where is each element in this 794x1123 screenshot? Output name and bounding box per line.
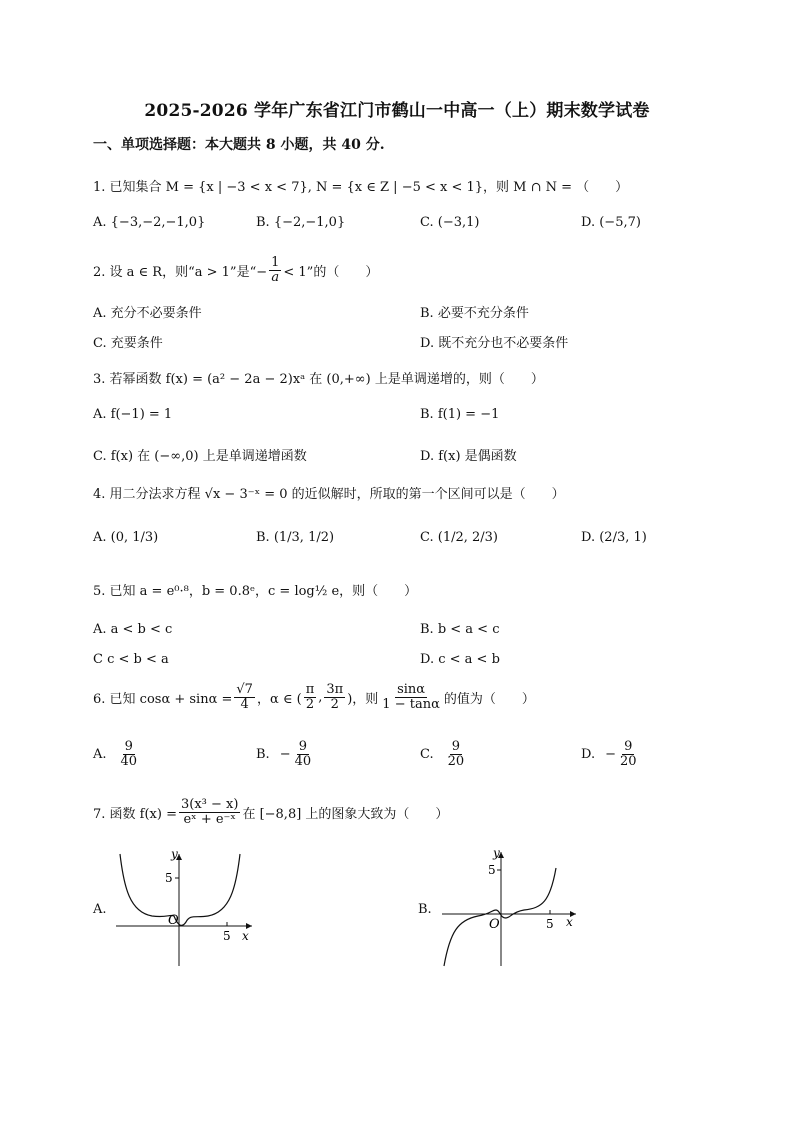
q7-frac-num: 3(x³ − x): [180, 797, 239, 812]
question-1-stem: 1. 已知集合 M = {x | −3 < x < 7}, N = {x ∈ Z | −5 < x < 1}，则 M ∩ N = （ ）: [93, 180, 629, 195]
q4-option-a: A. (0, 1/3): [93, 530, 159, 545]
q6-frac4-num: sinα: [397, 682, 426, 697]
q2-frac-den: a: [271, 270, 280, 286]
q7-graph-b: [438, 848, 588, 970]
graph-b-y-tick-label: 5: [488, 863, 496, 877]
q1-option-b: B. {−2,−1,0}: [256, 215, 346, 230]
q3-option-b: B. f(1) = −1: [420, 407, 500, 422]
graph-a-y-tick-label: 5: [165, 871, 173, 885]
q5-option-c: C c < b < a: [93, 652, 169, 667]
q6-frac2-den: 2: [305, 697, 315, 713]
q6-stem-mid1: ，α ∈ (: [256, 692, 302, 708]
q5-option-d: D. c < a < b: [420, 652, 500, 667]
q1-option-c: C. (−3,1): [420, 215, 480, 230]
q7-graph-a: [112, 848, 262, 970]
q6-option-b: B. − $\frac{9}{40}$: [256, 739, 312, 770]
graph-a-x-tick-label: 5: [223, 929, 231, 943]
q6-opt-b-fraction: $\frac{9}{40}$: [294, 739, 312, 770]
q2-option-d: D. 既不充分也不必要条件: [420, 336, 569, 351]
q7-option-b-label: B.: [418, 902, 432, 917]
q6-stem-prefix: 6. 已知 cosα + sinα =: [93, 692, 233, 708]
graph-a-curve: [120, 854, 240, 925]
q2-option-a: A. 充分不必要条件: [93, 306, 202, 321]
graph-b-curve: [444, 868, 556, 966]
q1-option-a: A. {−3,−2,−1,0}: [93, 215, 206, 230]
q6-opt-a-fraction: $\frac{9}{40}$: [120, 739, 138, 770]
q6-fraction-4: [380, 683, 442, 713]
q2-option-b: B. 必要不充分条件: [420, 306, 529, 321]
q6-frac1-den: 4: [240, 697, 249, 713]
q6-frac1-num: √7: [236, 682, 253, 697]
question-6-stem: [93, 683, 535, 713]
q6-option-a: A. $\frac{9}{40}$: [93, 739, 138, 770]
graph-b-x-tick-label: 5: [546, 917, 554, 931]
graph-b-x-label: x: [566, 915, 573, 929]
q1-option-d: D. (−5,7): [581, 215, 641, 230]
q7-option-a-label: A.: [93, 902, 107, 917]
q4-option-c: C. (1/2, 2/3): [420, 530, 498, 545]
q7-stem-suffix: 在 [−8,8] 上的图象大致为（ ）: [242, 807, 449, 823]
question-7-stem: [93, 798, 448, 828]
question-4-stem: 4. 用二分法求方程 √x − 3⁻ˣ = 0 的近似解时，所取的第一个区间可以是（ ）: [93, 487, 565, 502]
q4-option-b: B. (1/3, 1/2): [256, 530, 335, 545]
q6-frac3-den: 2: [330, 697, 339, 713]
q2-fraction: [269, 256, 281, 286]
q2-stem-prefix: 2. 设 a ∈ R，则“a > 1”是“−: [93, 265, 268, 281]
q6-fraction-2: [304, 683, 317, 713]
q2-frac-num: 1: [271, 255, 280, 270]
q6-frac3-num: 3π: [326, 682, 344, 697]
q2-option-c: C. 充要条件: [93, 336, 163, 351]
graph-b-origin-label: O: [489, 917, 500, 932]
question-5-stem: 5. 已知 a = e⁰·⁸，b = 0.8ᵉ，c = log½ e，则（ ）: [93, 584, 418, 599]
q6-opt-d-fraction: $\frac{9}{20}$: [620, 739, 637, 770]
q7-stem-prefix: 7. 函数 f(x) =: [93, 807, 177, 823]
exam-title: 2025-2026 学年广东省江门市鹤山一中高一（上）期末数学试卷: [144, 101, 650, 121]
q2-stem-suffix: < 1”的（ ）: [283, 265, 379, 281]
graph-a-y-label: y: [171, 848, 178, 861]
q5-option-a: A. a < b < c: [93, 622, 173, 637]
q7-frac-den: eˣ + e⁻ˣ: [183, 812, 236, 828]
graph-a-x-label: x: [242, 929, 249, 943]
q6-option-d: D. − $\frac{9}{20}$: [581, 739, 637, 770]
q3-option-c: C. f(x) 在 (−∞,0) 上是单调递增函数: [93, 449, 307, 464]
q6-option-c: C. $\frac{9}{20}$: [420, 739, 465, 770]
q6-fraction-1: [234, 683, 255, 713]
question-2-stem: [93, 256, 378, 286]
question-3-stem: 3. 若幂函数 f(x) = (a² − 2a − 2)xᵃ 在 (0,+∞) 上是单调递增的，则（ ）: [93, 372, 544, 387]
q6-frac2-num: π: [305, 682, 315, 697]
q6-frac4-den: 1 − tanα: [382, 697, 440, 713]
graph-a-origin-label: O: [168, 913, 179, 928]
q3-option-d: D. f(x) 是偶函数: [420, 449, 517, 464]
q6-stem-mid2: )，则: [347, 692, 379, 708]
q6-comma: ,: [318, 690, 323, 706]
q4-option-d: D. (2/3, 1): [581, 530, 647, 545]
q3-option-a: A. f(−1) = 1: [93, 407, 173, 422]
q6-fraction-3: [324, 683, 345, 713]
section-heading: 一、单项选择题：本大题共 8 小题，共 40 分.: [93, 137, 385, 153]
graph-b-y-label: y: [493, 848, 500, 860]
q5-option-b: B. b < a < c: [420, 622, 500, 637]
q7-fraction: [179, 798, 240, 828]
q6-opt-c-fraction: $\frac{9}{20}$: [447, 739, 465, 770]
q6-stem-suffix: 的值为（ ）: [443, 692, 535, 708]
